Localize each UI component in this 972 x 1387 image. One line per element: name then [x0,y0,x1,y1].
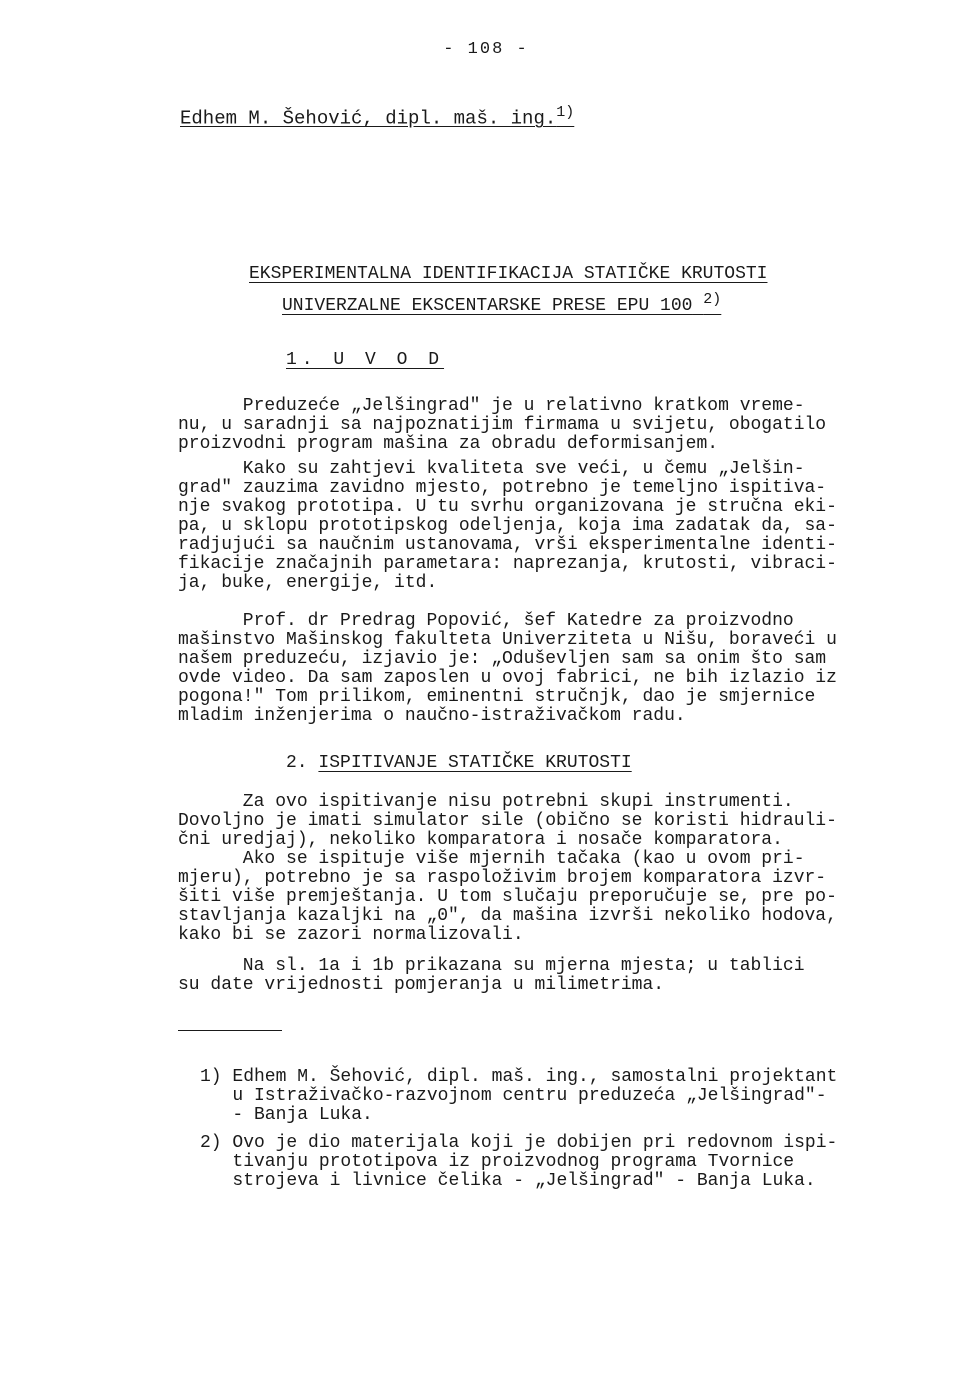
section-2-heading [286,753,632,773]
title-line-2-text: UNIVERZALNE EKSCENTARSKE PRESE EPU 100 [282,296,693,316]
paragraph-1: Preduzeće „Jelšingrad" je u relativno kratkom vreme- nu, u saradnji sa najpoznatijim firmama u svijetu, obogatilo proizvodni program mašina za obradu deformisanjem. [178,396,827,454]
title-line-2 [249,287,767,319]
paragraph-3: Prof. dr Predrag Popović, šef Katedre za proizvodno mašinstvo Mašinskog fakulteta Univerziteta u Nišu, boraveći u našem preduzeću, izjavio je: „Oduševljen sam sa onim što sam ovde video. Da sam zaposlen u ovoj fabrici, ne bih izlazio iz pogona!" Tom prilikom, eminentni stručnjk, dao je smjernice mladim inženjerima o naučno-istraživačkom radu. [178,611,837,726]
author-line [180,104,574,129]
paragraph-2: Kako su zahtjevi kvaliteta sve veći, u čemu „Jelšin- grad" zauzima zavidno mjesto, potrebno je temeljno ispitiva- nje svakog prototipa. U tu svrhu organizovana je stručna eki- pa, u sklopu prototipskog odeljenja, koja ima zadatak da, sa- radjujući sa naučnim ustanovama, vrši eksperimentalne identi- fikacije značajnih parametara: naprezanja, krutosti, vibraci- ja, buke, energije, itd. [178,459,837,593]
footnote-1: 1) Edhem M. Šehović, dipl. maš. ing., samostalni projektant u Istraživačko-razvojnom centru preduzeća „Jelšingrad"- - Banja Luka. [200,1067,838,1125]
page-number: - 108 - [443,40,529,59]
title-footnote-ref: 2) [703,291,722,308]
author-footnote-ref: 1) [556,104,575,121]
author-name: Edhem M. Šehović, dipl. maš. ing. [180,107,557,130]
article-title [249,262,767,319]
title-line-1: EKSPERIMENTALNA IDENTIFIKACIJA STATIČKE KRUTOSTI [249,264,768,284]
section-1-heading: 1. U V O D [286,350,445,370]
paragraph-4: Za ovo ispitivanje nisu potrebni skupi instrumenti. Dovoljno je imati simulator sile (obično se koristi hidrauli- čni uredjaj), nekoliko komparatora i nosače komparatora. Ako se ispituje više mjernih tačaka (kao u ovom pri- mjeru), potrebno je sa raspoloživim brojem komparatora izvr- šiti više premještanja. U tom slučaju preporučuje se, pre po- stavljanja kazaljki na „0", da mašina izvrši nekoliko hodova, kako bi se zazori normalizovali. [178,792,837,945]
footnote-2: 2) Ovo je dio materijala koji je dobijen pri redovnom ispi- tivanju prototipova iz proizvodnog programa Tvornice strojeva i livnice čelika - „Jelšingrad" - Banja Luka. [200,1133,838,1191]
section-2-title: ISPITIVANJE STATIČKE KRUTOSTI [318,753,632,773]
footnote-separator [178,1030,282,1031]
paragraph-5: Na sl. 1a i 1b prikazana su mjerna mjesta; u tablici su date vrijednosti pomjeranja u milimetrima. [178,956,805,995]
section-2-number: 2. [286,753,308,773]
